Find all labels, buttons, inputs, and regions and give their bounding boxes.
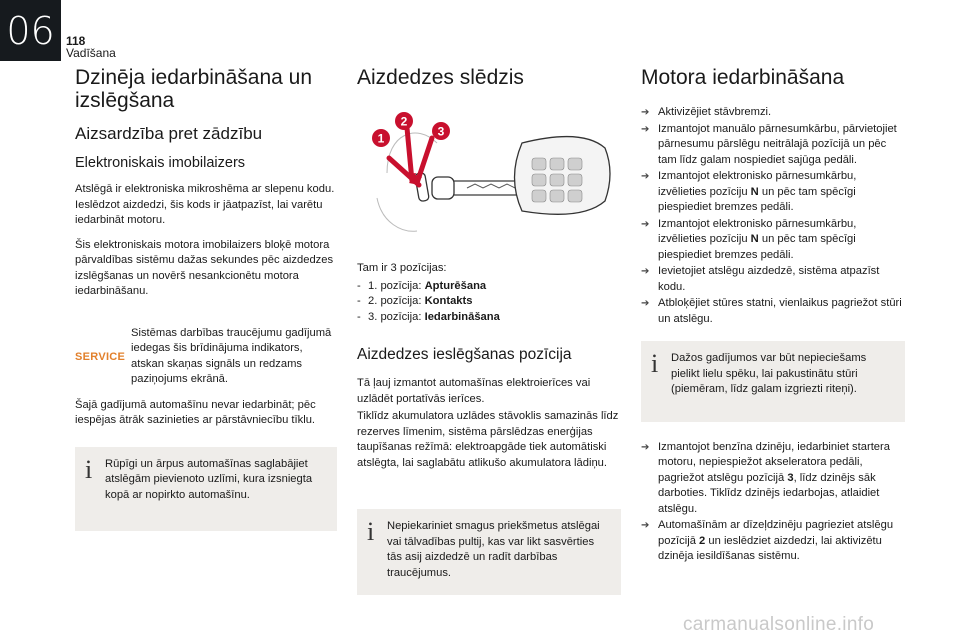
step-item: ➔ Ievietojiet atslēgu aizdedzē, sistēma atpazīst kodu. bbox=[641, 265, 880, 293]
paragraph: Tiklīdz akumulatora uzlādes stāvoklis samazinās līdz rezerves līmenim, sistēma pārslēdzas enerģijas taupīšanas režīmā: elektroapgāde tiek automātiski atslēgta, lai saglabātu atlikušo akumulatora lādiņu. bbox=[357, 410, 619, 469]
service-warning-icon: SERVICE bbox=[75, 350, 126, 363]
info-note-text: Dažos gadījumos var būt nepieciešams pielikt lielu spēku, lai pakustinātu stūri (piemēram, līdz galam izgriezti riteņi). bbox=[671, 352, 867, 395]
paragraph: Šis elektroniskais motora imobilaizers bloķē motora pārvaldības sistēmu dažas sekundes pēc aizdedzes izslēgšanas un novērš nesankcionētu motora iedarbināšanu. bbox=[75, 238, 334, 297]
arrow-right-icon: ➔ bbox=[641, 218, 650, 230]
info-icon: i bbox=[651, 349, 659, 378]
step-item: ➔ Atbloķējiet stūres statni, vienlaikus pagriežot stūri un atslēgu. bbox=[641, 297, 902, 325]
svg-text:3: 3 bbox=[437, 124, 445, 139]
step-item: ➔ Izmantojot elektronisko pārnesumkārbu, izvēlieties pozīciju N un pēc tam spēcīgi piespiediet bremzes pedāli. bbox=[641, 170, 857, 213]
figure-marker-2 bbox=[395, 112, 413, 130]
column-middle bbox=[357, 66, 621, 595]
step-item: ➔ Izmantojot elektronisko pārnesumkārbu, izvēlieties pozīciju N un pēc tam spēcīgi piespiediet bremzes pedāli. bbox=[641, 217, 857, 261]
chapter-number: 06 bbox=[0, 0, 61, 61]
watermark: carmanualsonline.info bbox=[683, 614, 875, 635]
column-right bbox=[641, 66, 905, 566]
info-note-text: Nepiekariniet smagus priekšmetus atslēgai vai tālvadības pultij, kas var likt sasvērties tās asij aizdedzē un radīt darbības traucējumus. bbox=[387, 520, 600, 579]
paragraph: Tā ļauj izmantot automašīnas elektroierīces vai uzlādēt portatīvās ierīces. bbox=[357, 377, 591, 405]
page-title: Dzinēja iedarbināšana un izslēgšana bbox=[75, 66, 312, 112]
step-item: ➔ Aktivizējiet stāvbremzi. bbox=[641, 105, 905, 121]
section-heading-antitheft: Aizsardzība pret zādzību bbox=[75, 124, 263, 143]
arrow-right-icon: ➔ bbox=[641, 266, 650, 277]
figure-marker-1 bbox=[372, 129, 390, 147]
arrow-right-icon: ➔ bbox=[641, 441, 650, 453]
paragraph: Šajā gadījumā automašīnu nevar iedarbināt; pēc iespējas ātrāk sazinieties ar pārstāvniecību tīklu. bbox=[75, 398, 316, 426]
arrow-right-icon: ➔ bbox=[641, 171, 650, 182]
info-icon: i bbox=[367, 517, 375, 546]
info-note bbox=[75, 447, 337, 532]
positions-intro: Tam ir 3 pozīcijas: bbox=[357, 262, 447, 274]
svg-text:1: 1 bbox=[377, 131, 385, 146]
start-steps-list bbox=[641, 105, 905, 327]
list-item: - 1. pozīcija: Apturēšana bbox=[357, 279, 621, 295]
positions-list bbox=[357, 279, 621, 326]
svg-text:2: 2 bbox=[400, 114, 408, 129]
info-note bbox=[357, 509, 621, 595]
arrow-right-icon: ➔ bbox=[641, 520, 650, 531]
service-warning-text: Sistēmas darbības traucējumu gadījumā iedegas šis brīdinājuma indikators, atskan skaņas signāls un redzams paziņojums ekrānā. bbox=[131, 326, 332, 385]
paragraph: Atslēgā ir elektroniska mikroshēma ar slepenu kodu. Ieslēdzot aizdedzi, šis kods ir jāatpazīst, lai varētu iedarbināt motoru. bbox=[75, 183, 335, 226]
subheading-ignition-position: Aizdedzes ieslēgšanas pozīcija bbox=[357, 346, 572, 363]
column-left bbox=[75, 66, 337, 531]
info-icon: i bbox=[85, 454, 93, 484]
arrow-right-icon: ➔ bbox=[641, 298, 650, 309]
subheading-immobiliser: Elektroniskais imobilaizers bbox=[75, 155, 246, 171]
arrow-right-icon: ➔ bbox=[641, 123, 650, 135]
start-steps-list-2 bbox=[641, 440, 905, 565]
ignition-key-illustration bbox=[357, 103, 617, 243]
section-name: Vadīšana bbox=[66, 46, 116, 60]
info-note-text: Rūpīgi un ārpus automašīnas saglabājiet atslēgām pievienoto uzlīmi, kura izsniegta kopā ar nopirkto automašīnu. bbox=[105, 457, 313, 501]
list-item: - 2. pozīcija: Kontakts bbox=[357, 294, 621, 310]
section-title-engine-start: Motora iedarbināšana bbox=[641, 66, 845, 89]
list-item: - 3. pozīcija: Iedarbināšana bbox=[357, 310, 621, 326]
arrow-right-icon: ➔ bbox=[641, 107, 650, 118]
step-item: ➔ Izmantojot benzīna dzinēju, iedarbiniet startera motoru, nepiespiežot akseleratora pedāli, pagriežot atslēgu pozīcijā 3, līdz dzinējs sāk darboties. Tiklīdz dzinējs iedarbojas, atlaidiet atslēgu. bbox=[641, 440, 890, 515]
section-title-ignition-switch: Aizdedzes slēdzis bbox=[357, 66, 524, 89]
info-note bbox=[641, 341, 905, 422]
step-item: ➔ Izmantojot manuālo pārnesumkārbu, pārvietojiet pārnesumu pārslēgu neitrālajā pozīcijā un pēc tam līdz galam nospiediet sajūga pedāli. bbox=[641, 122, 897, 166]
page-number: 118 bbox=[66, 34, 86, 48]
figure-marker-3 bbox=[432, 122, 450, 140]
service-warning-block bbox=[75, 326, 337, 388]
step-item: ➔ Automašīnām ar dīzeļdzinēju pagrieziet atslēgu pozīcijā 2 un ieslēdziet aizdedzi, lai aktivizētu dzinēja iesildīšanas sistēmu. bbox=[641, 519, 894, 562]
